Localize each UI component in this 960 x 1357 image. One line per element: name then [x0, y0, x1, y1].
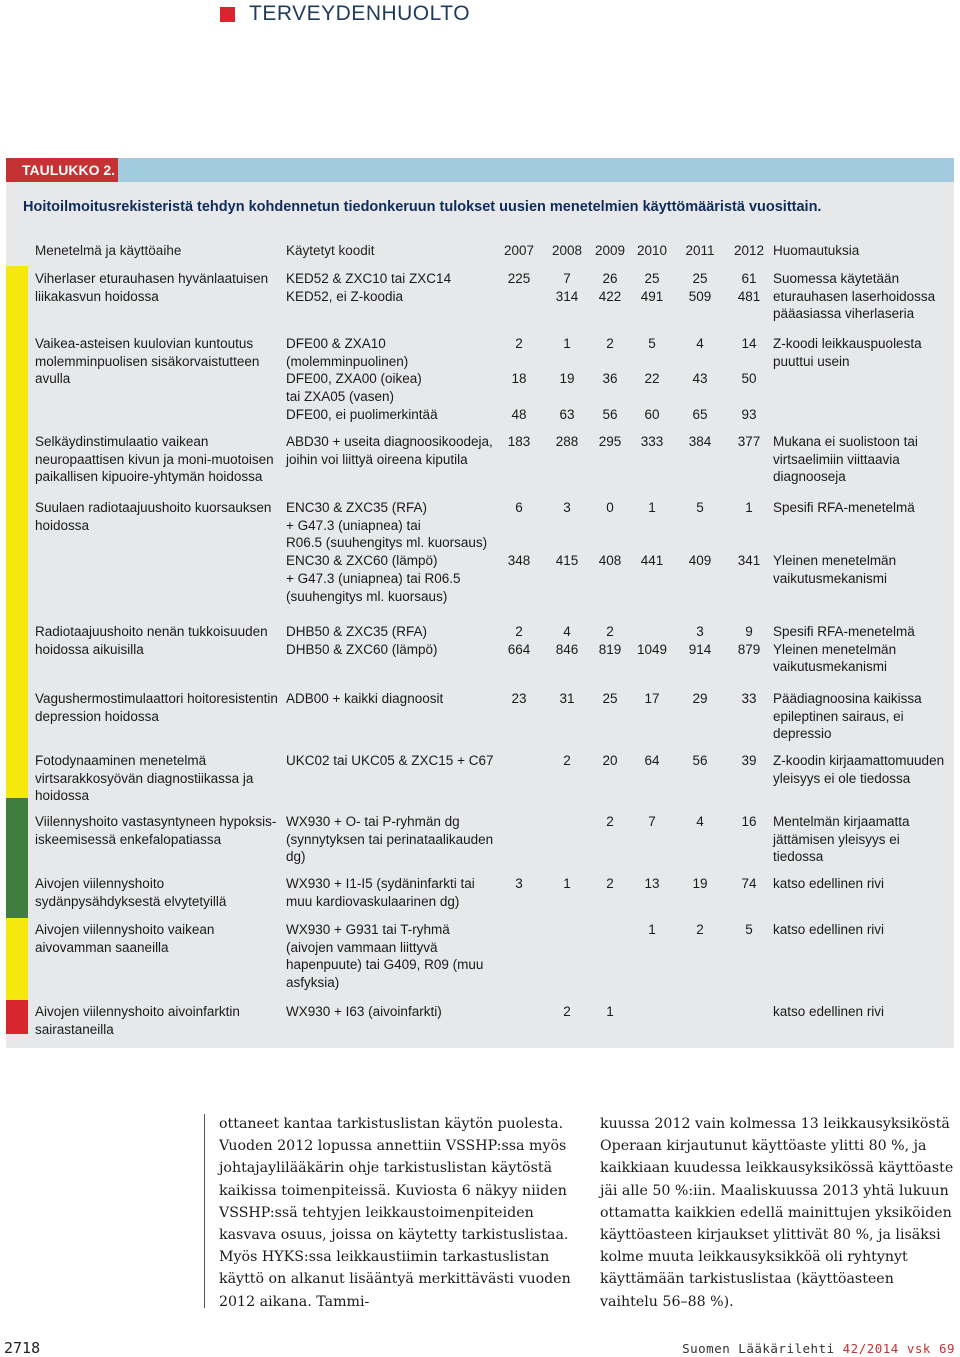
method-cell: Viherlaser eturauhasen hyvänlaatuisen liikakasvun hoidossa	[35, 271, 269, 304]
value-cell: 2	[515, 624, 523, 639]
value-cell: 50	[741, 371, 757, 386]
note-cell: Mukana ei suolistoon tai virtsaelimiin viittaavia diagnooseja	[773, 434, 918, 485]
header-2011: 2011	[685, 243, 715, 258]
value-cell: 31	[559, 691, 575, 706]
value-cell: 879	[737, 642, 761, 657]
value-cell: 2	[515, 336, 523, 351]
note-cell: katso edellinen rivi	[773, 1004, 885, 1019]
value-cell: 65	[692, 407, 708, 422]
value-cell: 6	[515, 500, 523, 515]
value-cell: 0	[606, 500, 614, 515]
value-cell: 63	[559, 407, 575, 422]
header-method: Menetelmä ja käyttöaihe	[35, 243, 182, 258]
value-cell: 43	[692, 371, 708, 386]
value-cell: 183	[507, 434, 531, 449]
value-cell: 914	[688, 642, 712, 657]
section-label: TERVEYDENHUOLTO	[249, 2, 471, 25]
value-cell: 384	[688, 434, 712, 449]
value-cell: 333	[640, 434, 664, 449]
value-cell: 509	[688, 289, 712, 304]
section-marker-square	[220, 7, 235, 22]
value-cell: 25	[692, 271, 708, 286]
value-cell: 22	[644, 371, 660, 386]
value-cell: 64	[644, 753, 660, 768]
note-cell: katso edellinen rivi	[773, 876, 885, 891]
note-cell: Mentelmän kirjaamatta jättämisen yleisyys ei tiedossa	[773, 814, 910, 865]
note-cell: Z-koodi leikkauspuolesta puuttui usein	[773, 336, 922, 369]
value-cell: 2	[606, 624, 614, 639]
value-cell: 4	[696, 814, 704, 829]
value-cell: 13	[644, 876, 660, 891]
value-cell: 4	[563, 624, 571, 639]
value-cell: 2	[606, 876, 614, 891]
method-cell: Selkäydinstimulaatio vaikean neuropaattisen kivun ja moni-muotoisen paikallisen kipuoire-yhtymän hoidossa	[35, 434, 274, 485]
value-cell: 408	[598, 553, 622, 568]
header-2012: 2012	[733, 243, 765, 258]
value-cell: 74	[741, 876, 757, 891]
value-cell: 422	[598, 289, 622, 304]
value-cell: 16	[741, 814, 757, 829]
value-cell: 25	[602, 691, 618, 706]
value-cell: 491	[640, 289, 664, 304]
header-2010: 2010	[636, 243, 668, 258]
value-cell: 1	[648, 500, 656, 515]
body-column-left	[219, 1113, 574, 1313]
value-cell: 3	[515, 876, 523, 891]
method-cell: Aivojen viilennyshoito vaikean aivovamman saaneilla	[35, 922, 215, 955]
codes-cell: ENC30 & ZXC35 (RFA) + G47.3 (uniapnea) tai R06.5 (suuhengitys ml. kuorsaus) ENC30 & ZXC60 (lämpö) + G47.3 (uniapnea) tai R06.5 (suuhengitys ml. kuorsaus)	[286, 500, 488, 604]
value-cell: 7	[648, 814, 656, 829]
method-cell: Suulaen radiotaajuushoito kuorsauksen hoidossa	[35, 500, 272, 533]
value-cell: 295	[598, 434, 622, 449]
value-cell: 5	[648, 336, 656, 351]
codes-cell: WX930 + I63 (aivoinfarkti)	[286, 1004, 442, 1019]
value-cell: 7	[563, 271, 571, 286]
page-number: 2718	[4, 1339, 41, 1357]
note-cell: Päädiagnoosina kaikissa epileptinen sairaus, ei depressio	[773, 691, 922, 742]
value-cell: 2	[606, 814, 614, 829]
codes-cell: ADB00 + kaikki diagnoosit	[286, 691, 444, 706]
header-notes: Huomautuksia	[773, 243, 860, 258]
value-cell: 481	[737, 289, 761, 304]
value-cell: 3	[563, 500, 571, 515]
method-cell: Aivojen viilennyshoito sydänpysähdyksestä elvytetyillä	[35, 876, 227, 909]
value-cell: 36	[602, 371, 618, 386]
method-cell: Vagushermostimulaattori hoitoresistentin depression hoidossa	[35, 691, 278, 724]
table-title: Hoitoilmoitusrekisteristä tehdyn kohdennetun tiedonkeruun tulokset uusien menetelmien käyttömääristä vuosittain.	[23, 199, 822, 215]
method-cell: Vaikea-asteisen kuulovian kuntoutus molemminpuolisen sisäkorvaistutteen avulla	[35, 336, 260, 387]
section-header	[220, 2, 470, 26]
value-cell: 1	[563, 876, 571, 891]
value-cell: 1	[745, 500, 753, 515]
value-cell: 33	[741, 691, 757, 706]
codes-cell: DFE00 & ZXA10 (molemminpuolinen) DFE00, ZXA00 (oikea) tai ZXA05 (vasen) DFE00, ei puolimerkintää	[286, 336, 438, 422]
value-cell: 18	[511, 371, 527, 386]
value-cell: 348	[507, 553, 531, 568]
value-cell: 819	[598, 642, 622, 657]
value-cell: 1	[563, 336, 571, 351]
value-cell: 1	[606, 1004, 614, 1019]
header-2007: 2007	[503, 243, 535, 258]
note-cell: Spesifi RFA-menetelmä	[773, 500, 915, 515]
header-2009: 2009	[594, 243, 626, 258]
value-cell: 14	[741, 336, 757, 351]
header-2008: 2008	[551, 243, 583, 258]
codes-cell: DHB50 & ZXC35 (RFA) DHB50 & ZXC60 (lämpö)	[286, 624, 438, 657]
value-cell: 1	[648, 922, 656, 937]
value-cell: 377	[737, 434, 761, 449]
codes-cell: ABD30 + useita diagnoosikoodeja, joihin voi liittyä oireena kiputila	[286, 434, 493, 467]
value-cell: 2	[606, 336, 614, 351]
note-cell: Yleinen menetelmän vaikutusmekanismi	[773, 553, 897, 586]
value-cell: 664	[507, 642, 531, 657]
codes-cell: KED52 & ZXC10 tai ZXC14 KED52, ei Z-koodia	[286, 271, 452, 304]
codes-cell: WX930 + I1-I5 (sydäninfarkti tai muu kardiovaskulaarinen dg)	[286, 876, 475, 909]
value-cell: 225	[507, 271, 531, 286]
value-cell: 25	[644, 271, 660, 286]
header-codes: Käytetyt koodit	[286, 243, 375, 258]
value-cell: 19	[692, 876, 708, 891]
value-cell: 288	[555, 434, 579, 449]
value-cell: 415	[555, 553, 579, 568]
value-cell: 26	[602, 271, 618, 286]
value-cell: 409	[688, 553, 712, 568]
value-cell: 5	[745, 922, 753, 937]
value-cell: 2	[563, 1004, 571, 1019]
value-cell: 341	[737, 553, 761, 568]
codes-cell: WX930 + O- tai P-ryhmän dg (synnytyksen tai perinataalikauden dg)	[286, 814, 494, 865]
value-cell: 56	[692, 753, 708, 768]
note-cell: Suomessa käytetään eturauhasen laserhoidossa pääasiassa viherlaseria	[773, 271, 936, 322]
value-cell: 60	[644, 407, 660, 422]
value-cell: 23	[511, 691, 527, 706]
value-cell: 56	[602, 407, 618, 422]
publication-name: Suomen Lääkärilehti	[682, 1341, 835, 1356]
value-cell: 441	[640, 553, 664, 568]
note-cell: Z-koodin kirjaamattomuuden yleisyys ei ole tiedossa	[773, 753, 945, 786]
codes-cell: WX930 + G931 tai T-ryhmä (aivojen vammaan liittyvä hapenpuute) tai G409, R09 (muu asfyksia)	[286, 922, 484, 991]
method-cell: Aivojen viilennyshoito aivoinfarktin sairastaneilla	[35, 1004, 240, 1037]
value-cell: 39	[741, 753, 757, 768]
value-cell: 61	[741, 271, 757, 286]
value-cell: 314	[555, 289, 579, 304]
column-divider	[204, 1114, 205, 1308]
table-panel	[6, 158, 954, 1048]
value-cell: 9	[745, 624, 753, 639]
method-cell: Radiotaajuushoito nenän tukkoisuuden hoidossa aikuisilla	[35, 624, 268, 657]
method-cell: Fotodynaaminen menetelmä virtsarakkosyövän diagnostiikassa ja hoidossa	[35, 753, 254, 804]
value-cell: 1049	[636, 642, 668, 657]
value-cell: 4	[696, 336, 704, 351]
body-paragraph: kuussa 2012 vain kolmessa 13 leikkausyksiköstä Operaan kirjautunut käyttöaste ylitti 80 %, ja kaikkiaan kuudessa leikkausyksikössä käyttöaste jäi alle 50 %:iin. Maaliskuussa 2013 yhtä lukuun ottamatta kaikkien edellä mainittujen yksiköiden käyttöasteen kirjaukset ylittivät 80 %, ja lisäksi kolme muuta leikkausyksikköä oli ryhtynyt käyttämään tarkistuslistaa (käyttöasteen vaihtelu 56–88 %).	[600, 1116, 954, 1310]
body-column-right	[600, 1113, 956, 1313]
publication-issue: 42/2014 vsk 69	[842, 1341, 955, 1356]
value-cell: 48	[511, 407, 527, 422]
body-paragraph: ottaneet kantaa tarkistuslistan käytön puolesta. Vuoden 2012 lopussa annettiin VSSHP:ssa myös johtajaylilääkärin ohje tarkistuslistan käytöstä kaikissa toimenpiteissä. Kuviosta 6 näkyy niiden VSSHP:ssä tehtyjen leikkaustoimenpiteiden kasvava osuus, joissa on käytetty tarkistuslistaa. Myös HYKS:ssa leikkaustiimin tarkastuslistan käyttö on alkanut lisääntyä merkittävästi vuoden 2012 aikana. Tammi-	[219, 1116, 571, 1310]
value-cell: 2	[696, 922, 704, 937]
table-caption-label: TAULUKKO 2.	[6, 158, 118, 182]
value-cell: 93	[741, 407, 757, 422]
value-cell: 5	[696, 500, 704, 515]
value-cell: 3	[696, 624, 704, 639]
note-cell: katso edellinen rivi	[773, 922, 885, 937]
value-cell: 17	[644, 691, 660, 706]
codes-cell: UKC02 tai UKC05 & ZXC15 + C67	[286, 753, 494, 768]
value-cell: 29	[692, 691, 708, 706]
value-cell: 846	[555, 642, 579, 657]
publication-info	[682, 1341, 955, 1356]
value-cell: 19	[559, 371, 575, 386]
value-cell: 2	[563, 753, 571, 768]
table-caption-bar	[6, 158, 954, 182]
value-cell: 20	[602, 753, 618, 768]
note-cell: Spesifi RFA-menetelmä Yleinen menetelmän vaikutusmekanismi	[773, 624, 915, 675]
method-cell: Viilennyshoito vastasyntyneen hypoksis-iskeemisessä enkefalopatiassa	[35, 814, 277, 847]
